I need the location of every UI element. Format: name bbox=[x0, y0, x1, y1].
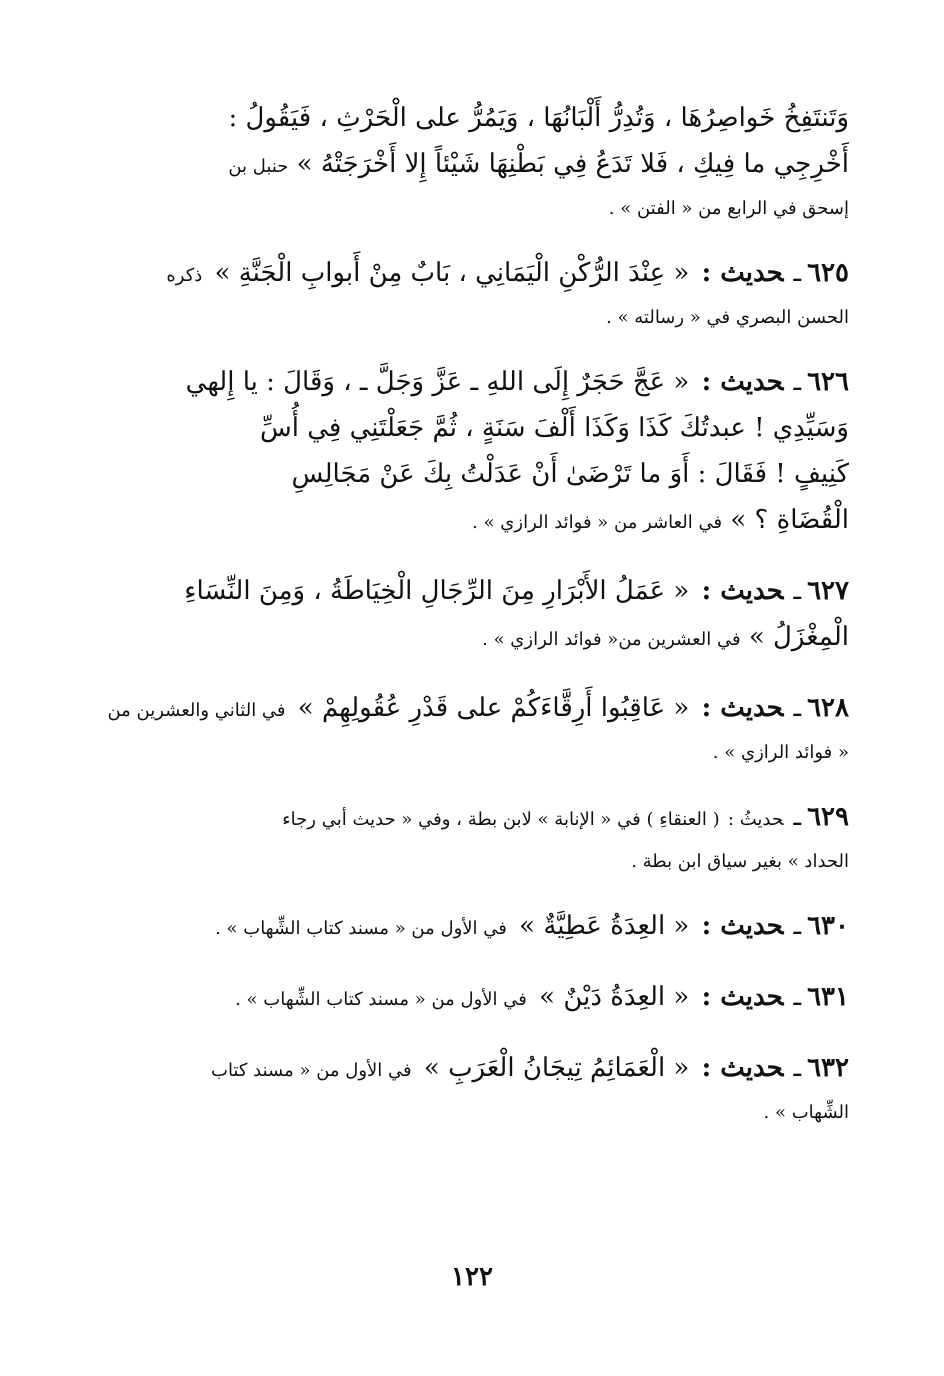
entry-line bbox=[90, 359, 849, 405]
source-reference: في العشرين من« فوائد الرازي » . bbox=[482, 629, 741, 650]
entry-line bbox=[90, 685, 849, 734]
source-reference: في الأول من « مسند كتاب الشِّهاب » . bbox=[215, 918, 507, 939]
source-reference: الشِّهاب » . bbox=[763, 1102, 849, 1123]
entry-dash: ـ bbox=[793, 802, 802, 832]
hadith-text: « العِدَةُ عَطِيَّةٌ » bbox=[519, 911, 690, 941]
hadith-text: وَسَيِّدِي ! عبدتُكَ كَذَا وَكَذَا أَلْفَ سَنَةٍ ، ثُمَّ جَعَلْتَنِي فِي أُسِّ bbox=[260, 413, 849, 443]
entry-label: حديث : bbox=[701, 367, 784, 397]
entry-dash: ـ bbox=[793, 982, 802, 1012]
hadith-entry-629 bbox=[90, 794, 849, 881]
entry-label: حديثُ : bbox=[727, 809, 784, 830]
source-reference: في الأول من « مسند كتاب الشِّهاب » . bbox=[235, 989, 527, 1010]
entry-number: ٦٣٢ bbox=[807, 1053, 849, 1083]
hadith-entry-627 bbox=[90, 568, 849, 663]
entry-label: حديث : bbox=[701, 911, 784, 941]
hadith-entry-625 bbox=[90, 250, 849, 337]
hadith-entry-631 bbox=[90, 974, 849, 1023]
entry-dash: ـ bbox=[793, 367, 802, 397]
hadith-text: « عِنْدَ الرُّكْنِ الْيَمَانِي ، بَابٌ مِنْ أَبوابِ الْجَنَّةِ » bbox=[214, 258, 690, 288]
intro-line bbox=[90, 141, 849, 190]
entry-line bbox=[90, 250, 849, 299]
entry-label: حديث : bbox=[701, 982, 784, 1012]
page-number: ١٢٢ bbox=[451, 1262, 493, 1292]
hadith-entry-628 bbox=[90, 685, 849, 772]
entry-dash: ـ bbox=[793, 911, 802, 941]
source-reference: في الثاني والعشرين من bbox=[107, 700, 286, 721]
source-reference: في الأول من « مسند كتاب bbox=[211, 1060, 412, 1081]
entry-line bbox=[90, 903, 849, 952]
source-reference: ذكره bbox=[166, 265, 203, 286]
hadith-text: الْمِغْزَلُ » bbox=[748, 622, 849, 652]
entry-line bbox=[90, 568, 849, 614]
source-reference: إسحق في الرابع من « الفتن » . bbox=[608, 198, 849, 219]
entry-label: حديث : bbox=[701, 576, 784, 606]
source-reference: الحداد » بغير سياق ابن بطة . bbox=[631, 851, 849, 872]
entry-number: ٦٢٧ bbox=[807, 576, 849, 606]
entry-number: ٦٢٩ bbox=[807, 802, 849, 832]
entry-number: ٦٣٠ bbox=[807, 911, 849, 941]
source-reference: ( العنقاءِ ) في « الإنابة » لابن بطة ، وفي « حديث أبي رجاء bbox=[282, 809, 720, 830]
entry-dash: ـ bbox=[793, 1053, 802, 1083]
entry-dash: ـ bbox=[793, 258, 802, 288]
source-reference: حنبل بن bbox=[228, 156, 289, 177]
entry-number: ٦٣١ bbox=[807, 982, 849, 1012]
entry-dash: ـ bbox=[793, 693, 802, 723]
entry-line bbox=[90, 497, 849, 546]
source-reference: « فوائد الرازي » . bbox=[712, 742, 849, 763]
entry-number: ٦٢٦ bbox=[807, 367, 849, 397]
entry-line bbox=[90, 614, 849, 663]
hadith-text: « عَجَّ حَجَرٌ إِلَى اللهِ ـ عَزَّ وَجَلَّ ـ ، وَقَالَ : يا إِلهي bbox=[185, 367, 690, 397]
continued-paragraph bbox=[90, 95, 849, 228]
entry-line bbox=[90, 794, 849, 843]
hadith-entry-626 bbox=[90, 359, 849, 546]
hadith-text: الْقُضَاةِ ؟ » bbox=[730, 505, 849, 535]
entry-line bbox=[90, 974, 849, 1023]
entry-label: حديث : bbox=[701, 258, 784, 288]
entry-label: حديث : bbox=[701, 693, 784, 723]
entry-label: حديث : bbox=[701, 1053, 784, 1083]
hadith-text: « عَاقِبُوا أَرِقَّاءَكُمْ على قَدْرِ عُقُولِهِمْ » bbox=[297, 693, 690, 723]
source-reference: في العاشر من « فوائد الرازي » . bbox=[472, 512, 723, 533]
hadith-text: أَخْرِجِي ما فِيكِ ، فَلا تَدَعُ فِي بَطْنِهَا شَيْئاً إِلا أَخْرَجَتْهُ » bbox=[296, 149, 849, 179]
page-content bbox=[90, 95, 849, 1132]
hadith-text: « الْعَمَائِمُ تِيجَانُ الْعَرَبِ » bbox=[423, 1053, 690, 1083]
entry-dash: ـ bbox=[793, 576, 802, 606]
hadith-text: كَنِيفٍ ! فَقَالَ : أَوَ ما تَرْضَىٰ أَنْ عَدَلْتُ بِكَ عَنْ مَجَالِسِ bbox=[291, 459, 849, 489]
source-reference: الحسن البصري في « رسالته » . bbox=[606, 307, 849, 328]
hadith-text: « عَمَلُ الأَبْرَارِ مِنَ الرِّجَالِ الْخِيَاطَةُ ، وَمِنَ النِّسَاءِ bbox=[184, 576, 690, 606]
intro-line: وَتَنتَفِخُ خَواصِرُهَا ، وَتُدِرُّ أَلْبَانُهَا ، وَيَمُرُّ على الْحَرْثِ ، فَيَقُولُ : bbox=[228, 103, 849, 133]
hadith-text: « العِدَةُ دَيْنٌ » bbox=[539, 982, 690, 1012]
entry-line bbox=[90, 1045, 849, 1094]
entry-number: ٦٢٥ bbox=[807, 258, 849, 288]
hadith-entry-632 bbox=[90, 1045, 849, 1132]
entry-number: ٦٢٨ bbox=[807, 693, 849, 723]
hadith-entry-630 bbox=[90, 903, 849, 952]
